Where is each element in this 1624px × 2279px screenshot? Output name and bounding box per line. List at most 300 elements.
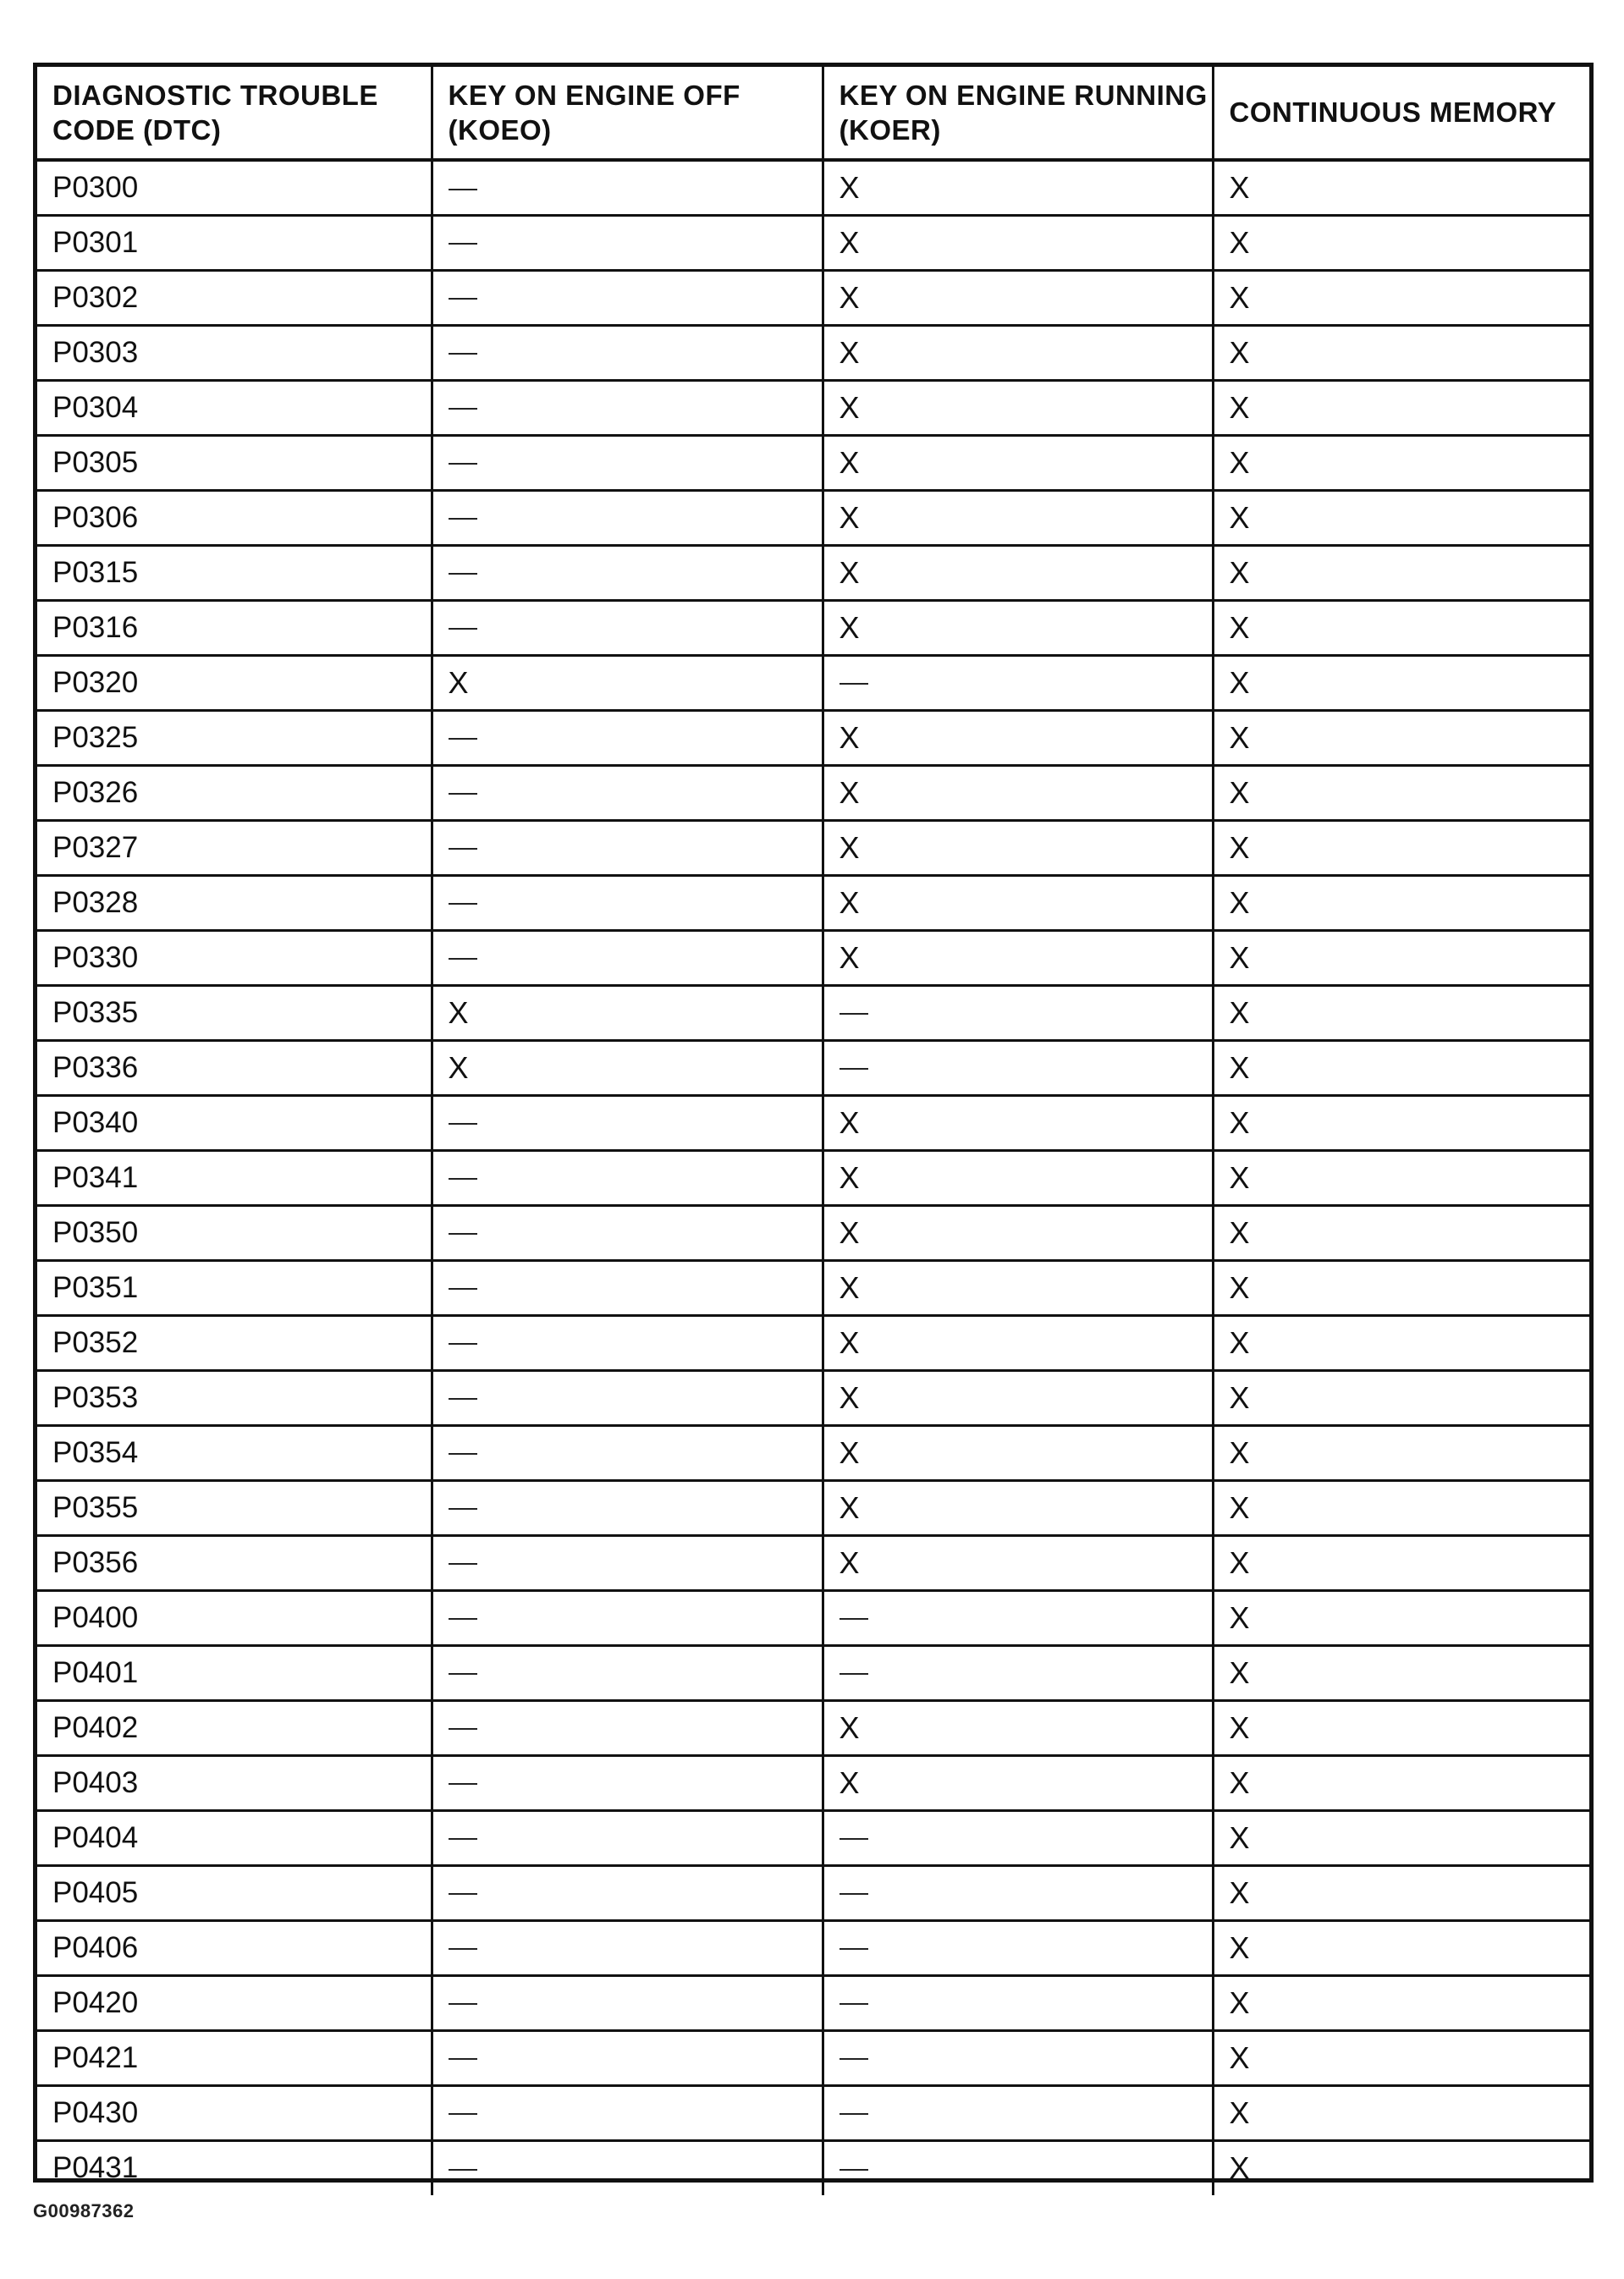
cell-koeo <box>432 380 823 435</box>
cell-dtc-code <box>37 160 432 215</box>
cell-dtc-code <box>37 875 432 930</box>
table-row <box>37 710 1589 765</box>
table-row <box>37 270 1589 325</box>
cell-dtc-code <box>37 2085 432 2140</box>
cell-continuous-memory <box>1213 875 1589 930</box>
dash-mark <box>840 1838 868 1840</box>
table-row <box>37 545 1589 600</box>
x-mark: X <box>448 994 469 1030</box>
cell-continuous-memory <box>1213 1645 1589 1700</box>
dtc-code-text: P0304 <box>52 390 139 424</box>
cell-dtc-code <box>37 1095 432 1150</box>
dtc-code-text: P0315 <box>52 555 139 589</box>
dash-mark <box>449 1398 477 1400</box>
dash-mark <box>840 2058 868 2060</box>
dash-mark <box>449 1233 477 1235</box>
table-row <box>37 1205 1589 1260</box>
x-mark: X <box>839 334 860 370</box>
cell-continuous-memory <box>1213 1590 1589 1645</box>
dash-mark <box>449 298 477 300</box>
cell-continuous-memory <box>1213 1810 1589 1865</box>
x-mark: X <box>839 499 860 535</box>
dtc-code-text: P0301 <box>52 225 139 259</box>
table-row <box>37 2140 1589 2195</box>
x-mark: X <box>839 1709 860 1745</box>
cell-dtc-code <box>37 1205 432 1260</box>
header-koer: KEY ON ENGINE RUNNING (KOER) <box>823 67 1213 160</box>
x-mark: X <box>839 1269 860 1305</box>
x-mark: X <box>1229 1269 1250 1305</box>
x-mark: X <box>1229 939 1250 975</box>
cell-dtc-code <box>37 270 432 325</box>
cell-koer <box>823 1315 1213 1370</box>
cell-koer <box>823 1425 1213 1480</box>
cell-continuous-memory <box>1213 1975 1589 2030</box>
dtc-code-text: P0353 <box>52 1380 139 1414</box>
x-mark: X <box>1229 994 1250 1030</box>
dash-mark <box>449 1783 477 1785</box>
cell-dtc-code <box>37 1920 432 1975</box>
cell-koeo <box>432 270 823 325</box>
cell-dtc-code <box>37 1150 432 1205</box>
table-body <box>37 160 1589 2195</box>
cell-continuous-memory <box>1213 490 1589 545</box>
dash-mark <box>840 1068 868 1070</box>
dash-mark <box>840 683 868 685</box>
table-row <box>37 2085 1589 2140</box>
x-mark: X <box>1229 2040 1250 2075</box>
dash-mark <box>449 1893 477 1895</box>
dash-mark <box>449 243 477 245</box>
table-row <box>37 1810 1589 1865</box>
dtc-code-text: P0327 <box>52 830 139 864</box>
cell-koer <box>823 1590 1213 1645</box>
x-mark: X <box>1229 719 1250 755</box>
cell-koeo <box>432 490 823 545</box>
x-mark: X <box>839 1159 860 1195</box>
cell-koeo <box>432 875 823 930</box>
cell-dtc-code <box>37 1645 432 1700</box>
dash-mark <box>449 2169 477 2171</box>
x-mark: X <box>839 1544 860 1580</box>
table-row <box>37 1425 1589 1480</box>
x-mark: X <box>839 1489 860 1525</box>
table-row <box>37 985 1589 1040</box>
cell-continuous-memory <box>1213 1260 1589 1315</box>
x-mark: X <box>839 1434 860 1470</box>
x-mark: X <box>839 1104 860 1140</box>
cell-continuous-memory <box>1213 435 1589 490</box>
cell-continuous-memory <box>1213 930 1589 985</box>
cell-koer <box>823 1370 1213 1425</box>
dash-mark <box>449 793 477 795</box>
dash-mark <box>449 958 477 960</box>
dash-mark <box>449 1618 477 1620</box>
cell-dtc-code <box>37 930 432 985</box>
dash-mark <box>449 1123 477 1125</box>
table-row <box>37 1260 1589 1315</box>
dtc-code-text: P0336 <box>52 1050 139 1084</box>
cell-koer <box>823 1535 1213 1590</box>
cell-dtc-code <box>37 2140 432 2195</box>
cell-koeo <box>432 1095 823 1150</box>
table-row <box>37 2030 1589 2085</box>
cell-koeo <box>432 1260 823 1315</box>
x-mark: X <box>839 884 860 920</box>
cell-continuous-memory <box>1213 380 1589 435</box>
dash-mark <box>449 1343 477 1345</box>
cell-koeo <box>432 325 823 380</box>
x-mark: X <box>839 279 860 315</box>
figure-id: G00987362 <box>33 2200 135 2221</box>
table-row <box>37 1095 1589 1150</box>
table-row <box>37 1920 1589 1975</box>
cell-dtc-code <box>37 380 432 435</box>
cell-continuous-memory <box>1213 325 1589 380</box>
cell-dtc-code <box>37 325 432 380</box>
cell-koer <box>823 1865 1213 1920</box>
table-row <box>37 1755 1589 1810</box>
table-row <box>37 325 1589 380</box>
x-mark: X <box>1229 1324 1250 1360</box>
cell-dtc-code <box>37 1315 432 1370</box>
dash-mark <box>449 1508 477 1510</box>
table-row <box>37 875 1589 930</box>
dash-mark <box>449 1838 477 1840</box>
dash-mark <box>840 2113 868 2115</box>
dash-mark <box>449 2113 477 2115</box>
cell-dtc-code <box>37 655 432 710</box>
cell-continuous-memory <box>1213 1370 1589 1425</box>
x-mark: X <box>1229 664 1250 700</box>
dtc-code-text: P0405 <box>52 1875 139 1909</box>
cell-dtc-code <box>37 600 432 655</box>
cell-continuous-memory <box>1213 1865 1589 1920</box>
cell-continuous-memory <box>1213 1755 1589 1810</box>
x-mark: X <box>1229 1214 1250 1250</box>
cell-koer <box>823 270 1213 325</box>
cell-koer <box>823 490 1213 545</box>
dtc-code-text: P0335 <box>52 995 139 1029</box>
table-row <box>37 600 1589 655</box>
cell-koeo <box>432 1205 823 1260</box>
dtc-code-text: P0328 <box>52 885 139 919</box>
x-mark: X <box>839 609 860 645</box>
cell-continuous-memory <box>1213 655 1589 710</box>
cell-koeo <box>432 2030 823 2085</box>
header-dtc: DIAGNOSTIC TROUBLE CODE (DTC) <box>37 67 432 160</box>
cell-koeo <box>432 215 823 270</box>
cell-koer <box>823 435 1213 490</box>
cell-dtc-code <box>37 545 432 600</box>
cell-koer <box>823 2085 1213 2140</box>
dash-mark <box>449 518 477 520</box>
x-mark: X <box>839 554 860 590</box>
cell-koeo <box>432 1040 823 1095</box>
cell-continuous-memory <box>1213 2085 1589 2140</box>
dash-mark <box>449 1178 477 1180</box>
table-row <box>37 490 1589 545</box>
cell-continuous-memory <box>1213 1425 1589 1480</box>
dtc-code-text: P0400 <box>52 1600 139 1634</box>
cell-continuous-memory <box>1213 215 1589 270</box>
cell-koeo <box>432 930 823 985</box>
x-mark: X <box>1229 1984 1250 2020</box>
cell-koeo <box>432 1700 823 1755</box>
cell-koer <box>823 160 1213 215</box>
dtc-table <box>37 67 1589 2195</box>
cell-dtc-code <box>37 710 432 765</box>
x-mark: X <box>839 224 860 260</box>
cell-koeo <box>432 820 823 875</box>
table-row <box>37 765 1589 820</box>
cell-dtc-code <box>37 2030 432 2085</box>
dtc-code-text: P0341 <box>52 1160 139 1194</box>
x-mark: X <box>1229 334 1250 370</box>
dtc-code-text: P0404 <box>52 1820 139 1854</box>
table-row <box>37 655 1589 710</box>
dtc-code-text: P0350 <box>52 1215 139 1249</box>
x-mark: X <box>1229 1599 1250 1635</box>
x-mark: X <box>839 1379 860 1415</box>
cell-koer <box>823 1480 1213 1535</box>
x-mark: X <box>1229 279 1250 315</box>
x-mark: X <box>1229 1379 1250 1415</box>
cell-koeo <box>432 1535 823 1590</box>
dash-mark <box>840 1673 868 1675</box>
dtc-code-text: P0306 <box>52 500 139 534</box>
cell-dtc-code <box>37 1755 432 1810</box>
cell-koer <box>823 875 1213 930</box>
x-mark: X <box>1229 1764 1250 1800</box>
x-mark: X <box>1229 444 1250 480</box>
table-row <box>37 215 1589 270</box>
table-row <box>37 1370 1589 1425</box>
cell-continuous-memory <box>1213 270 1589 325</box>
cell-koer <box>823 1150 1213 1205</box>
dash-mark <box>449 1948 477 1950</box>
cell-koeo <box>432 600 823 655</box>
table-row <box>37 930 1589 985</box>
dtc-code-text: P0325 <box>52 720 139 754</box>
cell-koer <box>823 1975 1213 2030</box>
dtc-code-text: P0356 <box>52 1545 139 1579</box>
cell-koeo <box>432 545 823 600</box>
cell-dtc-code <box>37 1040 432 1095</box>
cell-koeo <box>432 1425 823 1480</box>
cell-koer <box>823 600 1213 655</box>
dash-mark <box>449 408 477 410</box>
cell-continuous-memory <box>1213 1920 1589 1975</box>
dtc-code-text: P0401 <box>52 1655 139 1689</box>
x-mark: X <box>839 939 860 975</box>
dash-mark <box>449 2003 477 2005</box>
dash-mark <box>449 738 477 740</box>
x-mark: X <box>1229 389 1250 425</box>
x-mark: X <box>1229 829 1250 865</box>
cell-dtc-code <box>37 1810 432 1865</box>
cell-dtc-code <box>37 1700 432 1755</box>
cell-koer <box>823 1260 1213 1315</box>
cell-koeo <box>432 655 823 710</box>
cell-koeo <box>432 2140 823 2195</box>
cell-koer <box>823 2140 1213 2195</box>
dtc-code-text: P0355 <box>52 1490 139 1524</box>
cell-continuous-memory <box>1213 2140 1589 2195</box>
cell-koeo <box>432 1370 823 1425</box>
cell-dtc-code <box>37 1865 432 1920</box>
cell-koer <box>823 1645 1213 1700</box>
x-mark: X <box>1229 1049 1250 1085</box>
dtc-code-text: P0316 <box>52 610 139 644</box>
cell-continuous-memory <box>1213 1315 1589 1370</box>
cell-koeo <box>432 1810 823 1865</box>
table-row <box>37 1590 1589 1645</box>
cell-continuous-memory <box>1213 1700 1589 1755</box>
dtc-code-text: P0421 <box>52 2040 139 2074</box>
table-row <box>37 160 1589 215</box>
cell-continuous-memory <box>1213 545 1589 600</box>
x-mark: X <box>1229 2095 1250 2130</box>
cell-koeo <box>432 1920 823 1975</box>
cell-koer <box>823 1810 1213 1865</box>
dtc-table-frame <box>33 63 1594 2186</box>
cell-koer <box>823 215 1213 270</box>
dash-mark <box>840 1013 868 1015</box>
cell-koer <box>823 325 1213 380</box>
dtc-code-text: P0305 <box>52 445 139 479</box>
x-mark: X <box>839 444 860 480</box>
dtc-code-text: P0303 <box>52 335 139 369</box>
cell-dtc-code <box>37 765 432 820</box>
cell-dtc-code <box>37 1480 432 1535</box>
dtc-code-text: P0300 <box>52 170 139 204</box>
dash-mark <box>449 2058 477 2060</box>
dash-mark <box>449 353 477 355</box>
x-mark: X <box>1229 554 1250 590</box>
table-row <box>37 1535 1589 1590</box>
x-mark: X <box>839 389 860 425</box>
dtc-code-text: P0340 <box>52 1105 139 1139</box>
header-row <box>37 67 1589 160</box>
cell-dtc-code <box>37 215 432 270</box>
x-mark: X <box>839 774 860 810</box>
table-row <box>37 1150 1589 1205</box>
cell-continuous-memory <box>1213 2030 1589 2085</box>
dash-mark <box>449 848 477 850</box>
table-row <box>37 1975 1589 2030</box>
cell-koer <box>823 710 1213 765</box>
table-row <box>37 1700 1589 1755</box>
dtc-code-text: P0430 <box>52 2095 139 2129</box>
cell-koeo <box>432 765 823 820</box>
x-mark: X <box>839 1324 860 1360</box>
dtc-code-text: P0302 <box>52 280 139 314</box>
dtc-code-text: P0320 <box>52 665 139 699</box>
dash-mark <box>840 2003 868 2005</box>
cell-koer <box>823 1095 1213 1150</box>
dtc-code-text: P0326 <box>52 775 139 809</box>
cell-dtc-code <box>37 820 432 875</box>
table-row <box>37 435 1589 490</box>
x-mark: X <box>448 664 469 700</box>
dtc-code-text: P0420 <box>52 1985 139 2019</box>
dash-mark <box>840 1618 868 1620</box>
dtc-code-text: P0403 <box>52 1765 139 1799</box>
x-mark: X <box>1229 2150 1250 2186</box>
cell-koer <box>823 1205 1213 1260</box>
cell-continuous-memory <box>1213 1040 1589 1095</box>
cell-dtc-code <box>37 1535 432 1590</box>
cell-continuous-memory <box>1213 1205 1589 1260</box>
x-mark: X <box>1229 1104 1250 1140</box>
x-mark: X <box>1229 1709 1250 1745</box>
header-koeo: KEY ON ENGINE OFF (KOEO) <box>432 67 823 160</box>
cell-continuous-memory <box>1213 820 1589 875</box>
cell-koeo <box>432 160 823 215</box>
dash-mark <box>449 1728 477 1730</box>
table-row <box>37 1480 1589 1535</box>
x-mark: X <box>839 1214 860 1250</box>
x-mark: X <box>839 719 860 755</box>
cell-continuous-memory <box>1213 160 1589 215</box>
dash-mark <box>840 1948 868 1950</box>
cell-dtc-code <box>37 1260 432 1315</box>
cell-koeo <box>432 435 823 490</box>
cell-continuous-memory <box>1213 985 1589 1040</box>
dtc-code-text: P0351 <box>52 1270 139 1304</box>
cell-koeo <box>432 985 823 1040</box>
dash-mark <box>840 2169 868 2171</box>
x-mark: X <box>1229 609 1250 645</box>
dtc-code-text: P0352 <box>52 1325 139 1359</box>
cell-koer <box>823 2030 1213 2085</box>
dtc-code-text: P0431 <box>52 2151 139 2185</box>
x-mark: X <box>1229 1929 1250 1965</box>
cell-koer <box>823 1755 1213 1810</box>
cell-koeo <box>432 1645 823 1700</box>
cell-continuous-memory <box>1213 765 1589 820</box>
header-continuous-memory: CONTINUOUS MEMORY <box>1213 67 1589 160</box>
table-row <box>37 1865 1589 1920</box>
x-mark: X <box>1229 1159 1250 1195</box>
cell-koer <box>823 1700 1213 1755</box>
cell-koer <box>823 545 1213 600</box>
dash-mark <box>449 1563 477 1565</box>
x-mark: X <box>1229 1819 1250 1855</box>
cell-continuous-memory <box>1213 600 1589 655</box>
x-mark: X <box>1229 1654 1250 1690</box>
table-row <box>37 1645 1589 1700</box>
table-header <box>37 67 1589 160</box>
cell-koeo <box>432 1150 823 1205</box>
dash-mark <box>449 628 477 630</box>
dtc-code-text: P0402 <box>52 1710 139 1744</box>
dash-mark <box>449 1288 477 1290</box>
cell-dtc-code <box>37 490 432 545</box>
dash-mark <box>449 1453 477 1455</box>
x-mark: X <box>839 1764 860 1800</box>
dtc-code-text: P0354 <box>52 1435 139 1469</box>
cell-koer <box>823 1040 1213 1095</box>
x-mark: X <box>1229 1874 1250 1910</box>
cell-continuous-memory <box>1213 1535 1589 1590</box>
table-row <box>37 380 1589 435</box>
dash-mark <box>449 189 477 190</box>
dash-mark <box>449 1673 477 1675</box>
dash-mark <box>449 463 477 465</box>
cell-continuous-memory <box>1213 710 1589 765</box>
